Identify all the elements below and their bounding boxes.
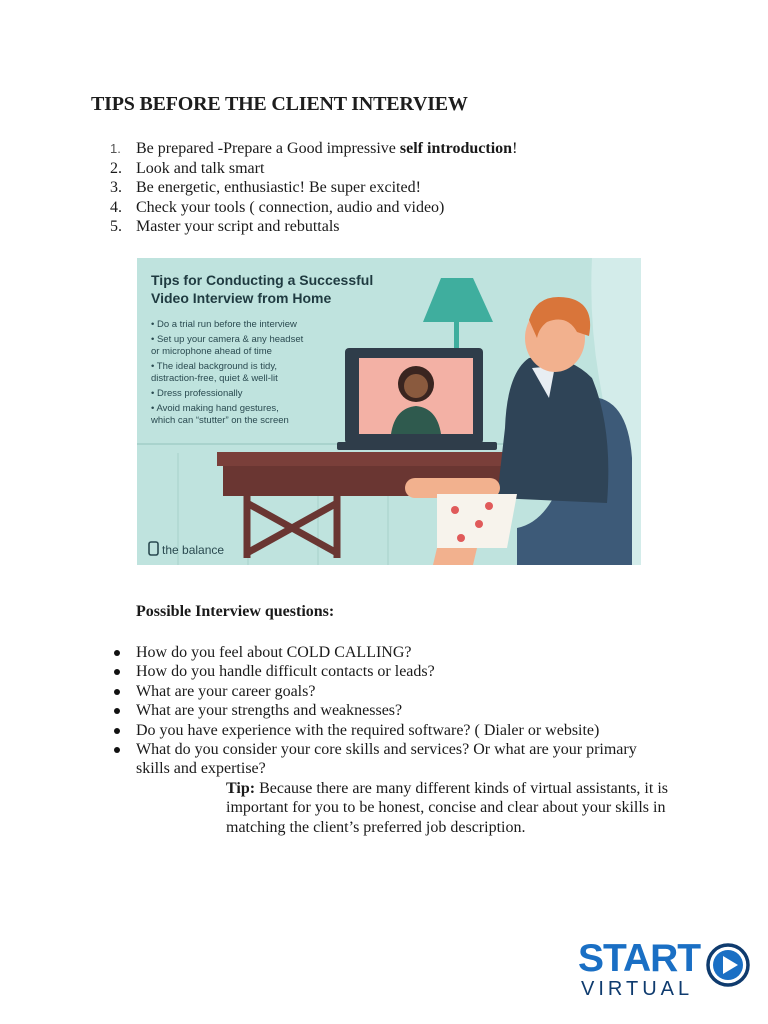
list-item: 4. Check your tools ( connection, audio and video) — [110, 198, 445, 216]
illustration-heading: Video Interview from Home — [151, 290, 332, 306]
list-item: 3. Be energetic, enthusiastic! Be super excited! — [110, 179, 421, 196]
bullet-icon — [114, 728, 120, 734]
bullet-icon — [114, 689, 120, 695]
list-item: How do you feel about COLD CALLING? — [112, 643, 676, 662]
illustration-bullet: which can “stutter” on the screen — [151, 415, 289, 426]
bullet-icon — [114, 747, 120, 753]
illustration-bullet: • Do a trial run before the interview — [151, 319, 297, 330]
list-number: 5. — [110, 218, 122, 235]
bullet-icon — [114, 708, 120, 714]
tips-list — [110, 139, 517, 237]
svg-text:VIRTUAL: VIRTUAL — [581, 978, 694, 997]
start-virtual-logo — [578, 935, 753, 997]
list-item: 1. Be prepared -Prepare a Good impressive self introduction! — [110, 140, 518, 157]
list-number: 3. — [110, 179, 122, 196]
illustration-bullet: or microphone ahead of time — [151, 346, 272, 357]
list-number: 1. — [110, 141, 121, 156]
list-item: What do you consider your core skills and services? Or what are your primary skills and expertise? — [112, 740, 656, 779]
illustration-bullet: • Dress professionally — [151, 388, 243, 399]
illustration-brand: the balance — [162, 543, 225, 557]
bullet-icon — [114, 669, 120, 675]
list-item: What are your career goals? — [112, 682, 676, 701]
video-interview-illustration — [137, 258, 641, 565]
list-item: What are your strengths and weaknesses? — [112, 701, 676, 720]
list-item: 2. Look and talk smart — [110, 159, 265, 177]
list-number: 2. — [110, 159, 122, 177]
svg-text:START: START — [578, 937, 701, 980]
page-title: TIPS BEFORE THE CLIENT INTERVIEW — [91, 93, 468, 115]
illustration-bullet: • Set up your camera & any headset — [151, 334, 304, 345]
tip-label: Tip: — [226, 780, 256, 797]
tip-paragraph: Tip: Because there are many different kinds of virtual assistants, it is important for you to be honest, concise and clear about your skills in matching the client’s preferred job description. — [226, 780, 668, 836]
bullet-icon — [114, 650, 120, 656]
questions-heading: Possible Interview questions: — [136, 603, 335, 620]
illustration-heading: Tips for Conducting a Successful — [151, 272, 374, 288]
illustration-bullet: distraction-free, quiet & well-lit — [151, 373, 278, 384]
list-item: How do you handle difficult contacts or leads? — [112, 662, 676, 681]
illustration-bullet: • The ideal background is tidy, — [151, 361, 278, 372]
list-item: 5. Master your script and rebuttals — [110, 218, 340, 235]
list-number: 4. — [110, 198, 122, 216]
questions-list — [112, 643, 676, 779]
list-item: Do you have experience with the required software? ( Dialer or website) — [112, 721, 676, 740]
illustration-bullet: • Avoid making hand gestures, — [151, 403, 279, 414]
